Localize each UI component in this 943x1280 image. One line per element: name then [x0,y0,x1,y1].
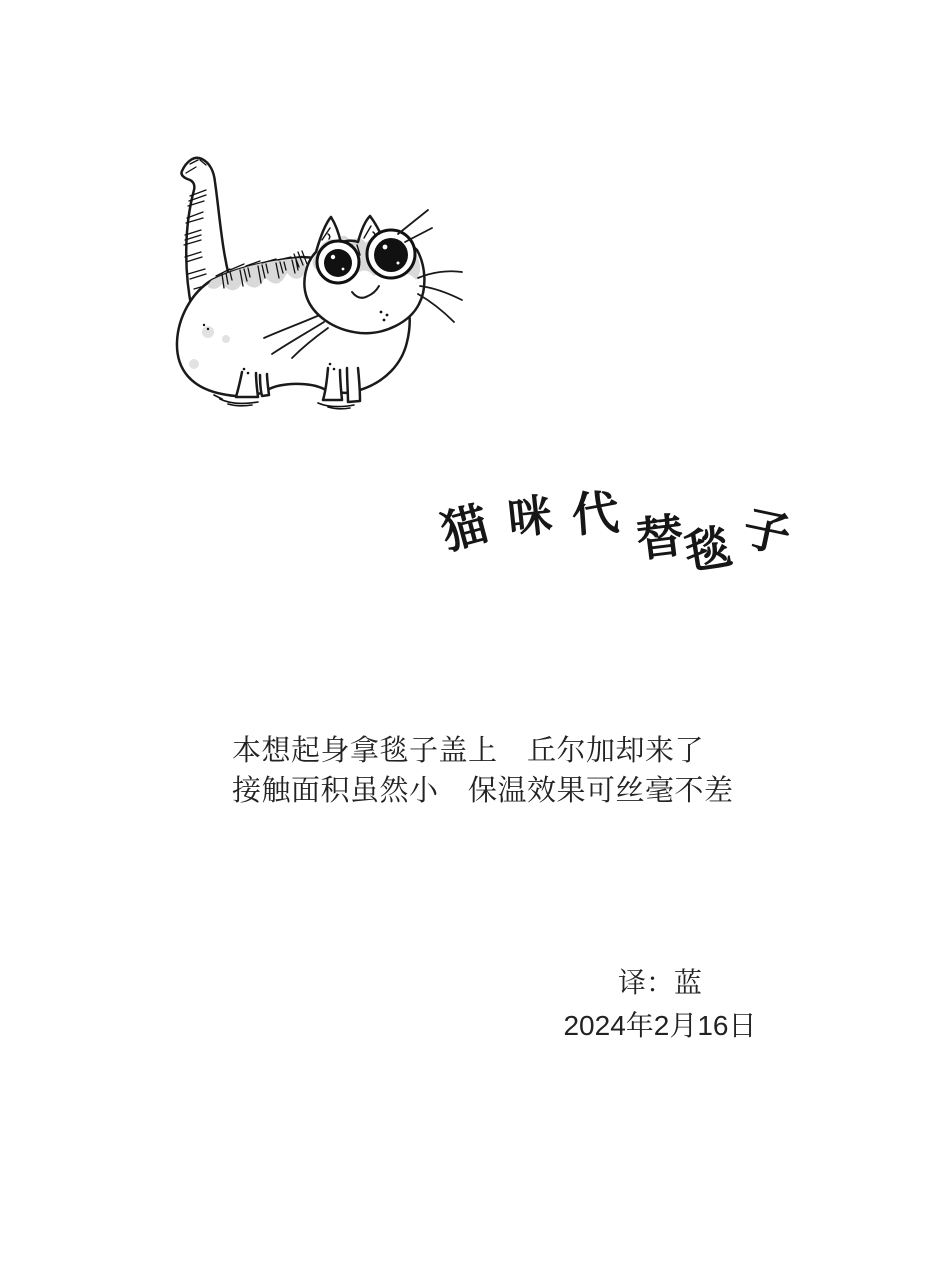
caption-line-2: 接触面积虽然小 保温效果可丝毫不差 [232,775,734,807]
title-char: 咪 [505,490,555,545]
cat-illustration [170,142,470,414]
title-char: 猫 [436,497,494,560]
translator-credit: 译：蓝 [617,967,702,998]
credits [480,961,840,1047]
translation-date: 2024年2月16日 [563,1010,757,1041]
title-char: 替 [633,510,687,568]
title-char: 子 [738,502,795,564]
cat-head [304,210,462,333]
title-char: 毯 [681,521,736,581]
caption [232,731,772,811]
caption-line-1: 本想起身拿毯子盖上 丘尔加却来了 [232,735,705,767]
title-char: 代 [570,487,621,543]
